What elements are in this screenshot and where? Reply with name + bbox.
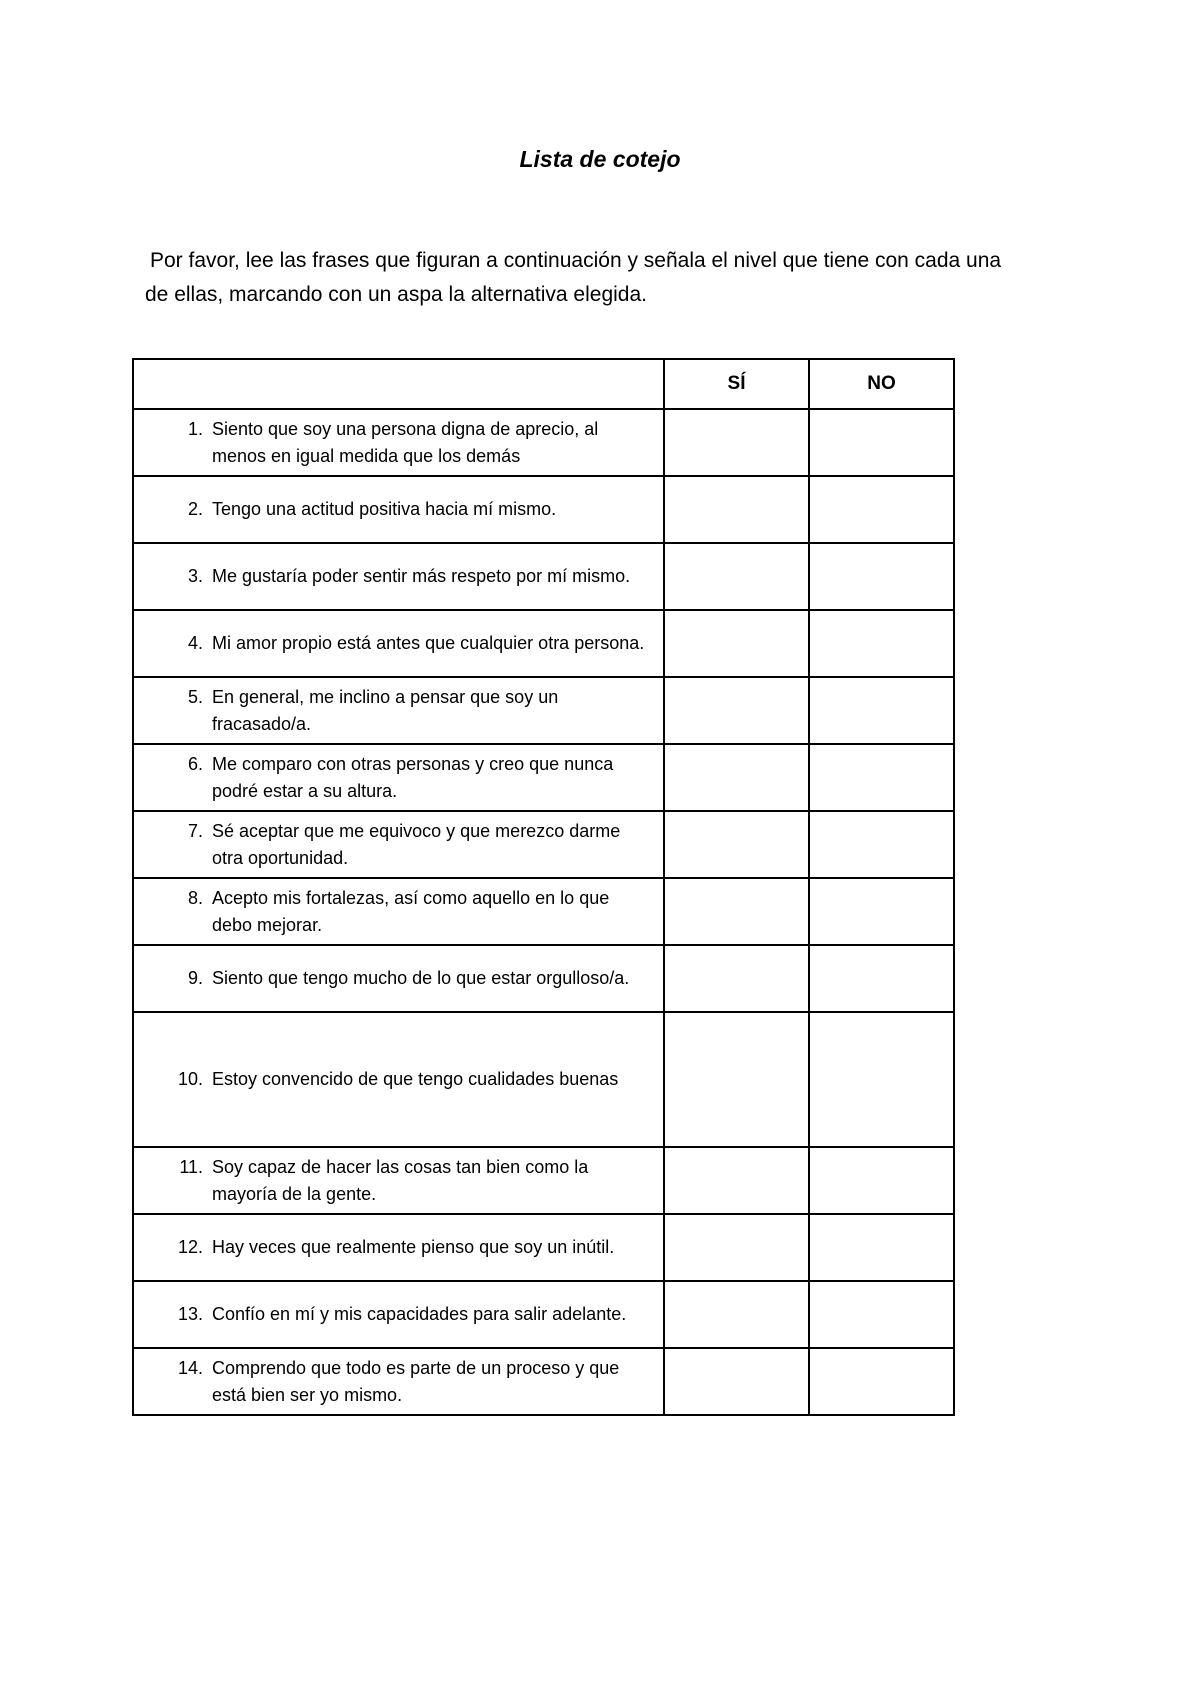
table-row — [133, 476, 954, 543]
statement-cell — [133, 811, 664, 878]
statement-cell — [133, 409, 664, 476]
no-mark-cell[interactable] — [809, 811, 954, 878]
item-text: Comprendo que todo es parte de un proceso y que está bien ser yo mismo. — [212, 1357, 620, 1405]
item-number: 3. — [187, 566, 203, 586]
yes-mark-cell[interactable] — [664, 1012, 809, 1147]
item-number: 11. — [179, 1156, 203, 1177]
table-row — [133, 1348, 954, 1415]
yes-mark-cell[interactable] — [664, 677, 809, 744]
statement-cell — [133, 945, 664, 1012]
statement-cell — [133, 476, 664, 543]
item-number: 4. — [187, 633, 203, 653]
item-number: 6. — [187, 753, 203, 774]
item-number: 13. — [177, 1304, 203, 1324]
no-mark-cell[interactable] — [809, 1348, 954, 1415]
item-number: 12. — [177, 1237, 203, 1257]
table-row — [133, 811, 954, 878]
item-number: 5. — [187, 686, 203, 707]
no-mark-cell[interactable] — [809, 1012, 954, 1147]
statement-cell — [133, 1012, 664, 1147]
yes-mark-cell[interactable] — [664, 610, 809, 677]
instructions-paragraph — [145, 244, 1045, 312]
table-row — [133, 945, 954, 1012]
item-number: 8. — [187, 887, 203, 908]
no-mark-cell[interactable] — [809, 1147, 954, 1214]
table-row — [133, 409, 954, 476]
statement-cell — [133, 744, 664, 811]
no-column-header: NO — [809, 359, 954, 409]
yes-column-header: SÍ — [664, 359, 809, 409]
statement-cell — [133, 878, 664, 945]
checklist-table — [132, 358, 955, 1416]
item-number: 2. — [187, 499, 203, 519]
item-text: Soy capaz de hacer las cosas tan bien como la mayoría de la gente. — [212, 1156, 589, 1204]
table-row — [133, 610, 954, 677]
instructions-line-2: de ellas, marcando con un aspa la alternativa elegida. — [145, 283, 647, 306]
yes-mark-cell[interactable] — [664, 476, 809, 543]
no-mark-cell[interactable] — [809, 878, 954, 945]
no-mark-cell[interactable] — [809, 945, 954, 1012]
item-text: Acepto mis fortalezas, así como aquello en lo que debo mejorar. — [212, 887, 610, 935]
item-number: 14. — [177, 1357, 203, 1378]
item-text: Mi amor propio está antes que cualquier otra persona. — [212, 633, 645, 653]
statement-cell — [133, 1348, 664, 1415]
table-row — [133, 543, 954, 610]
table-row — [133, 1147, 954, 1214]
no-mark-cell[interactable] — [809, 476, 954, 543]
no-mark-cell[interactable] — [809, 1281, 954, 1348]
item-text: Tengo una actitud positiva hacia mí mismo. — [212, 499, 557, 519]
yes-mark-cell[interactable] — [664, 1214, 809, 1281]
yes-mark-cell[interactable] — [664, 945, 809, 1012]
no-mark-cell[interactable] — [809, 409, 954, 476]
item-text: Estoy convencido de que tengo cualidades buenas — [212, 1069, 619, 1089]
no-mark-cell[interactable] — [809, 1214, 954, 1281]
item-text: Siento que tengo mucho de lo que estar orgulloso/a. — [212, 968, 630, 988]
yes-mark-cell[interactable] — [664, 543, 809, 610]
no-mark-cell[interactable] — [809, 744, 954, 811]
statement-column-header — [133, 359, 664, 409]
item-text: Sé aceptar que me equivoco y que merezco darme otra oportunidad. — [212, 820, 621, 868]
item-number: 10. — [177, 1069, 203, 1089]
item-text: Confío en mí y mis capacidades para salir adelante. — [212, 1304, 627, 1324]
table-row — [133, 744, 954, 811]
yes-mark-cell[interactable] — [664, 878, 809, 945]
statement-cell — [133, 610, 664, 677]
no-mark-cell[interactable] — [809, 610, 954, 677]
table-header-row — [133, 359, 954, 409]
statement-cell — [133, 1281, 664, 1348]
table-row — [133, 1214, 954, 1281]
yes-mark-cell[interactable] — [664, 409, 809, 476]
item-text: Hay veces que realmente pienso que soy un inútil. — [212, 1237, 615, 1257]
statement-cell — [133, 543, 664, 610]
no-mark-cell[interactable] — [809, 543, 954, 610]
item-text: En general, me inclino a pensar que soy un fracasado/a. — [212, 686, 559, 734]
no-mark-cell[interactable] — [809, 677, 954, 744]
table-row — [133, 878, 954, 945]
table-row — [133, 677, 954, 744]
yes-mark-cell[interactable] — [664, 744, 809, 811]
yes-mark-cell[interactable] — [664, 811, 809, 878]
yes-mark-cell[interactable] — [664, 1281, 809, 1348]
item-number: 9. — [187, 968, 203, 988]
document-title: Lista de cotejo — [519, 146, 681, 172]
item-text: Me gustaría poder sentir más respeto por mí mismo. — [212, 566, 631, 586]
item-text: Me comparo con otras personas y creo que nunca podré estar a su altura. — [212, 753, 614, 801]
table-row — [133, 1012, 954, 1147]
item-number: 1. — [187, 418, 203, 439]
item-text: Siento que soy una persona digna de aprecio, al menos en igual medida que los demás — [212, 418, 599, 466]
statement-cell — [133, 1147, 664, 1214]
statement-cell — [133, 677, 664, 744]
instructions-line-1: Por favor, lee las frases que figuran a continuación y señala el nivel que tiene con cada una — [150, 249, 1002, 272]
statement-cell — [133, 1214, 664, 1281]
table-row — [133, 1281, 954, 1348]
yes-mark-cell[interactable] — [664, 1147, 809, 1214]
yes-mark-cell[interactable] — [664, 1348, 809, 1415]
item-number: 7. — [187, 820, 203, 841]
